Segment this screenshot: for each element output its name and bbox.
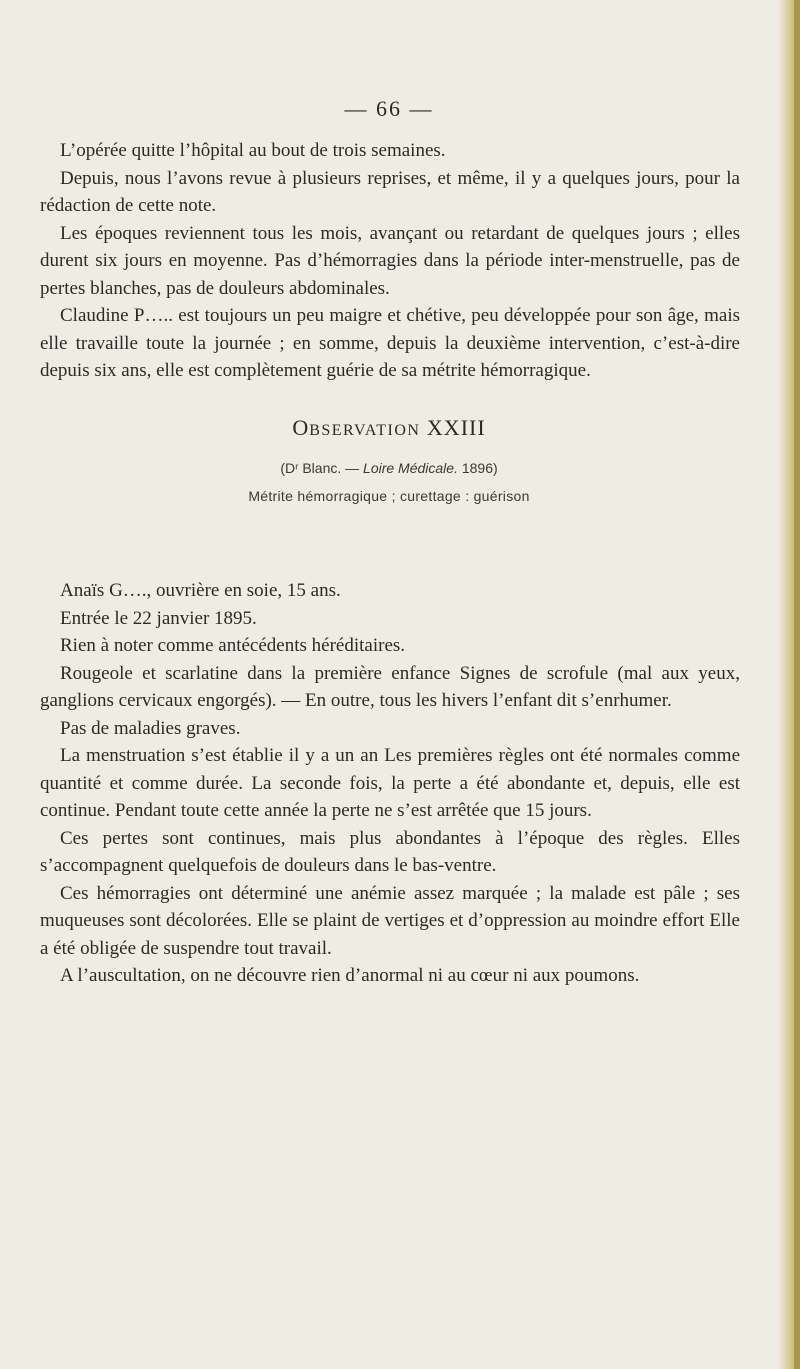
- paragraph: Ces pertes sont continues, mais plus abondantes à l’époque des règles. Elles s’accompagnent quelquefois de douleurs dans le bas-ventre.: [40, 827, 740, 876]
- paragraph: Anaïs G…., ouvrière en soie, 15 ans.: [60, 580, 341, 601]
- citation-journal: Loire Médicale.: [363, 460, 458, 476]
- observation-heading: [0, 415, 778, 441]
- paragraph: Les époques reviennent tous les mois, avançant ou retardant de quelques jours ; elles durent six jours en moyenne. Pas d’hémorragies dans la période inter-menstruelle, pas de pertes blanches, pas de douleurs abdominales.: [40, 222, 740, 299]
- paragraph: Pas de maladies graves.: [60, 717, 241, 739]
- paragraph: Rien à noter comme antécédents héréditaires.: [60, 635, 406, 656]
- observation-citation: [0, 460, 778, 476]
- paragraph: Claudine P….. est toujours un peu maigre et chétive, peu développée pour son âge, mais elle travaille toute la journée ; en somme, depuis la deuxième intervention, c’est-à-dire depuis six ans, elle est complètement guérie de sa métrite hémorragique.: [40, 305, 740, 381]
- text-block-after: [40, 577, 740, 990]
- page-edge-shadow: [794, 0, 800, 1369]
- heading-small-caps: BSERVATION: [309, 422, 421, 439]
- citation-year: 1896): [461, 460, 498, 476]
- paragraph: Entrée le 22 janvier 1895.: [60, 607, 257, 629]
- paragraph: L’opérée quitte l’hôpital au bout de trois semaines.: [60, 140, 446, 161]
- paragraph: A l’auscultation, on ne découvre rien d’anormal ni au cœur ni aux poumons.: [60, 965, 640, 986]
- citation-author: (Dʳ Blanc. —: [280, 460, 360, 476]
- paragraph: Rougeole et scarlatine dans la première enfance Signes de scrofule (mal aux yeux, ganglions cervicaux engorgés). — En outre, tous les hivers l’enfant dit s’enrhumer.: [40, 662, 740, 711]
- page-number: — 66 —: [344, 96, 434, 121]
- heading-initial: O: [292, 415, 310, 440]
- paragraph: La menstruation s’est établie il y a un an Les premières règles ont été normales comme quantité et comme durée. La seconde fois, la perte a été abondante et, depuis, elle est continue. Pendant toute cette année la perte ne s’est arrêtée que 15 jours.: [40, 745, 740, 821]
- heading-number: XXIII: [426, 415, 486, 440]
- paragraph: Depuis, nous l’avons revue à plusieurs reprises, et même, il y a quelques jours, pour la rédaction de cette note.: [40, 167, 740, 216]
- observation-subtitle: Métrite hémorragique ; curettage : guérison: [248, 488, 530, 504]
- text-block-before: [40, 137, 740, 385]
- paragraph: Ces hémorragies ont déterminé une anémie assez marquée ; la malade est pâle ; ses muqueuses sont décolorées. Elle se plaint de vertiges et d’oppression au moindre effort Elle a été obligée de suspendre tout travail.: [40, 882, 740, 959]
